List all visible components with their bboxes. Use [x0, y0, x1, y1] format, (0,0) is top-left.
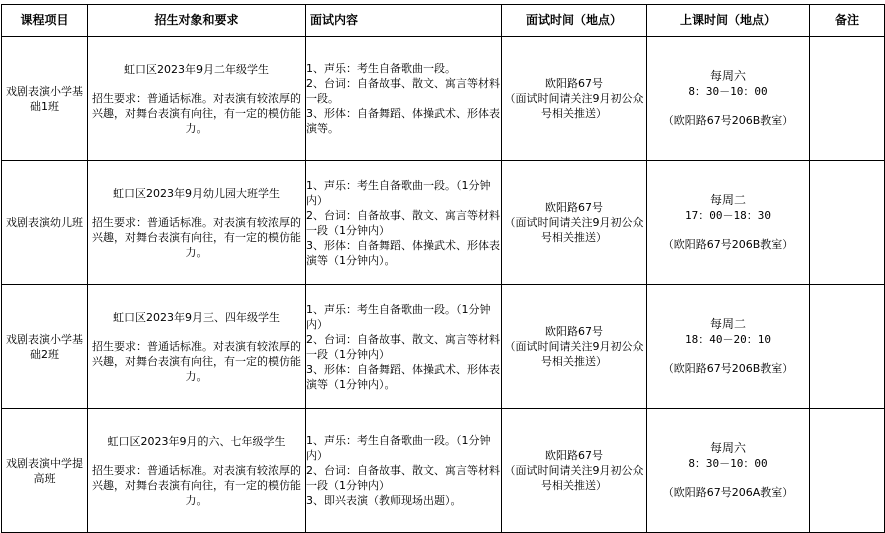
target-cell: [88, 37, 306, 161]
header-row: [2, 5, 885, 37]
class-day: 每周二: [709, 193, 746, 207]
header-target: 招生对象和要求: [88, 5, 306, 37]
target-text: 虹口区2023年9月的六、七年级学生: [107, 434, 286, 448]
class-room: （欧阳路67号206B教室）: [662, 238, 794, 251]
interview-note: （面试时间请关注9月初公众号相关推送）: [504, 216, 644, 244]
course-cell: 戏剧表演小学基础1班: [2, 37, 88, 161]
content-cell: [306, 285, 502, 409]
requirement-text: 招生要求：普通话标准。对表演有较浓厚的兴趣，对舞台表演有向往，有一定的模仿能力。: [92, 91, 301, 135]
target-cell: [88, 285, 306, 409]
content-line: 3、形体：自备舞蹈、体操武术、形体表演等（1分钟内）。: [306, 362, 500, 391]
class-time-cell: [647, 285, 810, 409]
course-cell: 戏剧表演小学基础2班: [2, 285, 88, 409]
content-line: 1、声乐：考生自备歌曲一段。（1分钟内）: [306, 302, 491, 331]
content-line: 3、即兴表演（教师现场出题）。: [306, 494, 462, 507]
class-time-cell: [647, 409, 810, 533]
class-day: 每周二: [709, 317, 746, 331]
content-line: 3、形体：自备舞蹈、体操武术、形体表演等（1分钟内）。: [306, 238, 500, 267]
content-line: 2、台词：自备故事、散文、寓言等材料一段。: [306, 77, 500, 105]
class-hours: 8：30－10：00: [688, 85, 768, 98]
header-note: 备注: [810, 5, 885, 37]
content-cell: [306, 409, 502, 533]
enrollment-table: [1, 4, 885, 533]
target-text: 虹口区2023年9月二年级学生: [124, 62, 269, 76]
content-cell: [306, 161, 502, 285]
table-row: [2, 37, 885, 161]
class-room: （欧阳路67号206B教室）: [662, 114, 794, 127]
class-room: （欧阳路67号206A教室）: [662, 486, 794, 499]
interview-time-cell: [502, 285, 647, 409]
content-line: 2、台词：自备故事、散文、寓言等材料一段（1分钟内）: [306, 208, 500, 237]
class-day: 每周六: [709, 69, 746, 83]
interview-place: 欧阳路67号: [545, 449, 603, 462]
interview-note: （面试时间请关注9月初公众号相关推送）: [504, 340, 644, 368]
note-cell: [810, 409, 885, 533]
course-cell: 戏剧表演中学提高班: [2, 409, 88, 533]
class-time-cell: [647, 37, 810, 161]
interview-place: 欧阳路67号: [545, 77, 603, 90]
table-row: [2, 161, 885, 285]
requirement-text: 招生要求：普通话标准。对表演有较浓厚的兴趣，对舞台表演有向往，有一定的模仿能力。: [92, 463, 301, 507]
content-line: 2、台词：自备故事、散文、寓言等材料一段（1分钟内）: [306, 464, 500, 492]
interview-time-cell: [502, 161, 647, 285]
content-line: 1、声乐：考生自备歌曲一段。（1分钟内）: [306, 434, 491, 462]
note-cell: [810, 37, 885, 161]
content-line: 2、台词：自备故事、散文、寓言等材料一段（1分钟内）: [306, 332, 500, 361]
class-time-cell: [647, 161, 810, 285]
interview-note: （面试时间请关注9月初公众号相关推送）: [504, 92, 644, 120]
content-line: 1、声乐：考生自备歌曲一段。: [306, 62, 456, 75]
class-hours: 8：30－10：00: [688, 457, 768, 470]
header-course: 课程项目: [2, 5, 88, 37]
table-row: [2, 285, 885, 409]
header-class-time: 上课时间（地点）: [647, 5, 810, 37]
note-cell: [810, 285, 885, 409]
table-row: [2, 409, 885, 533]
note-cell: [810, 161, 885, 285]
content-cell: [306, 37, 502, 161]
requirement-text: 招生要求：普通话标准。对表演有较浓厚的兴趣，对舞台表演有向往，有一定的模仿能力。: [92, 215, 301, 259]
interview-time-cell: [502, 409, 647, 533]
target-text: 虹口区2023年9月幼儿园大班学生: [113, 186, 280, 200]
content-line: 3、形体：自备舞蹈、体操武术、形体表演等。: [306, 107, 500, 135]
content-line: 1、声乐：考生自备歌曲一段。（1分钟内）: [306, 178, 491, 207]
target-text: 虹口区2023年9月三、四年级学生: [113, 310, 280, 324]
course-cell: 戏剧表演幼儿班: [2, 161, 88, 285]
interview-time-cell: [502, 37, 647, 161]
interview-place: 欧阳路67号: [545, 325, 603, 338]
interview-place: 欧阳路67号: [545, 201, 603, 214]
class-hours: 18：40－20：10: [685, 333, 771, 346]
class-room: （欧阳路67号206B教室）: [662, 362, 794, 375]
header-interview-time: 面试时间（地点）: [502, 5, 647, 37]
class-hours: 17：00－18：30: [685, 209, 771, 222]
target-cell: [88, 409, 306, 533]
class-day: 每周六: [709, 441, 746, 455]
requirement-text: 招生要求：普通话标准。对表演有较浓厚的兴趣，对舞台表演有向往，有一定的模仿能力。: [92, 339, 301, 383]
target-cell: [88, 161, 306, 285]
interview-note: （面试时间请关注9月初公众号相关推送）: [504, 464, 644, 492]
header-content: 面试内容: [306, 5, 502, 37]
